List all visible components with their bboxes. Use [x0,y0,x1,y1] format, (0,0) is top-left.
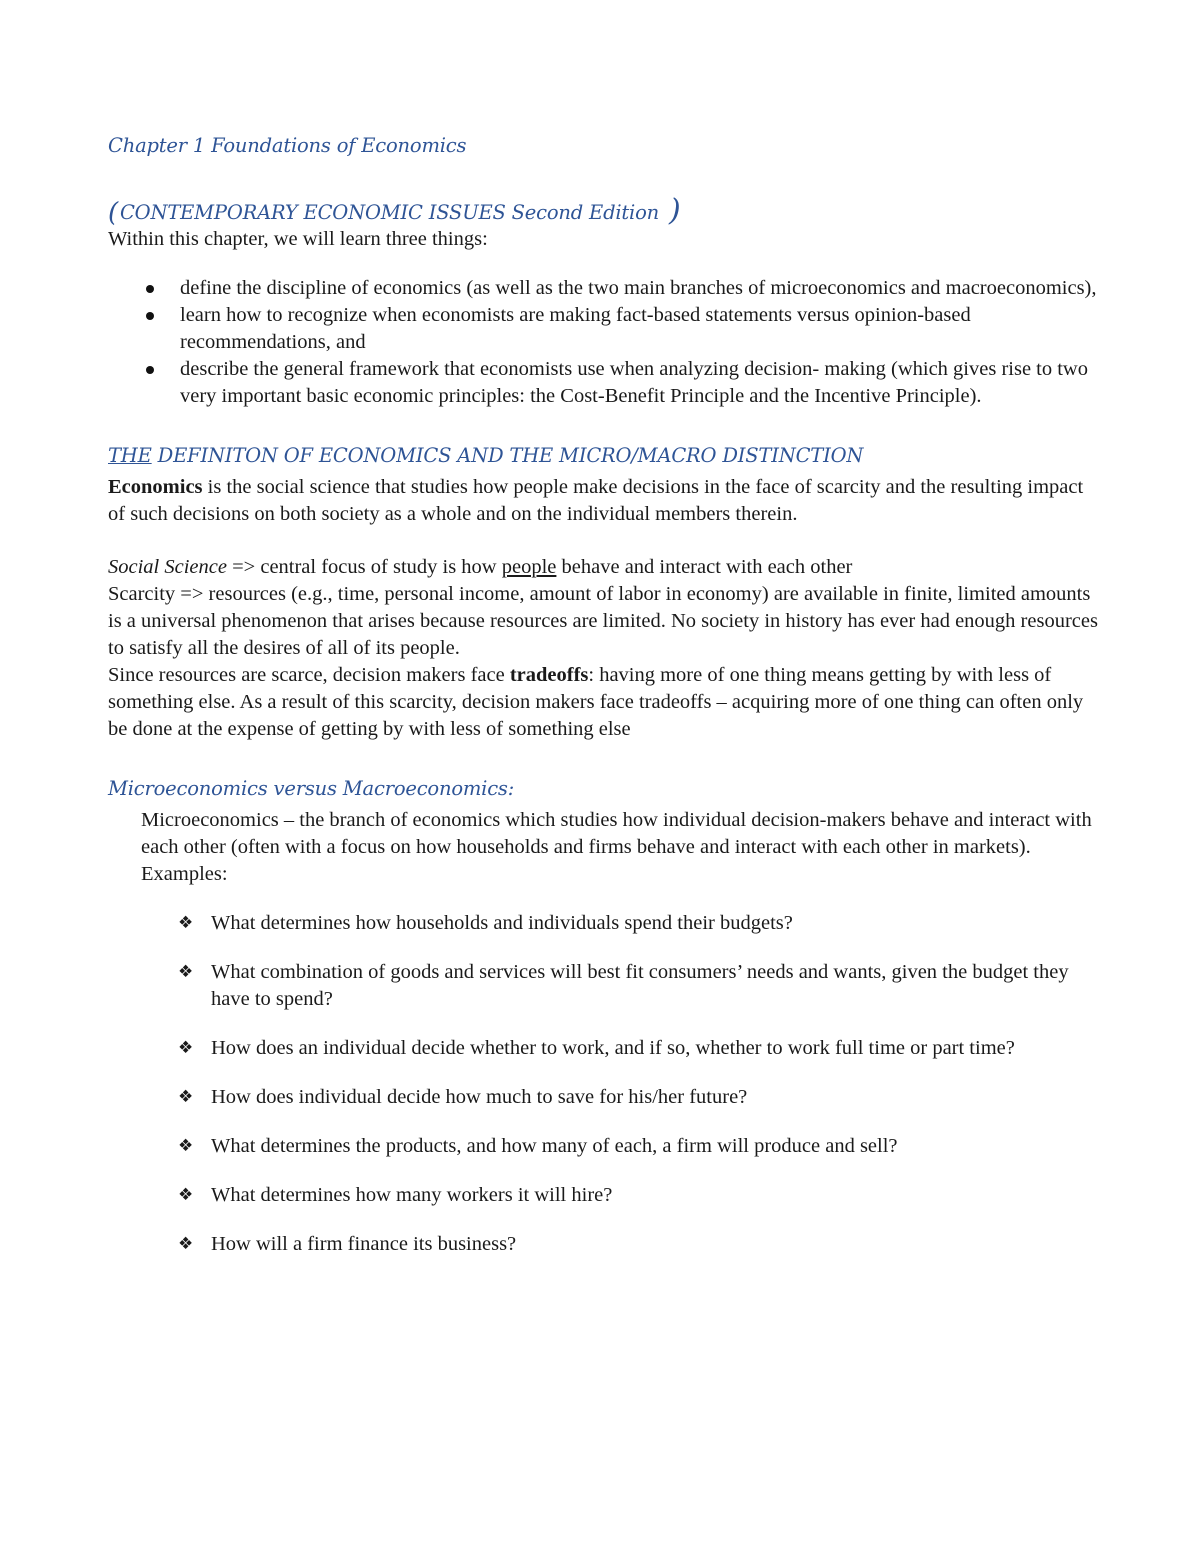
learning-goals-list [108,275,1098,410]
section-title-underlined: THE [108,444,152,467]
section-title-rest: DEFINITON OF ECONOMICS AND THE MICRO/MACRO DISTINCTION [151,444,864,467]
list-item [141,1084,1098,1111]
edition-line [108,192,1098,226]
list-item-text: learn how to recognize when economists are making fact-based statements versus opinion-based recommendations, and [180,304,971,353]
edition-text: CONTEMPORARY ECONOMIC ISSUES Second Edition [119,201,659,224]
chapter-title: Chapter 1 Foundations of Economics [108,134,467,157]
bullet-dot-icon [146,312,154,320]
list-item [108,302,1098,356]
scarcity-block [108,554,1098,743]
diamond-bullet-icon: ❖ [178,1136,194,1156]
bullet-dot-icon [146,285,154,293]
list-item [141,1231,1098,1258]
list-item [141,1035,1098,1062]
social-science-post: behave and interact with each other [556,556,853,578]
tradeoffs-pre: Since resources are scarce, decision makers face [108,664,510,686]
social-science-underlined: people [501,556,557,578]
list-item [108,275,1098,302]
scarcity-text: Scarcity => resources (e.g., time, personal income, amount of labor in economy) are available in finite, limited amounts is a universal phenomenon that arises because resources are limited. No society in history has ever had enough resources to satisfy all the desires of all of its people. [108,583,1098,659]
bullet-dot-icon [146,366,154,374]
diamond-bullet-icon: ❖ [178,962,194,982]
microeconomics-definition: Microeconomics – the branch of economics which studies how individual decision-makers behave and interact with each other (often with a focus on how households and firms behave and interact with each other in markets). [141,809,1092,858]
economics-definition [108,474,1098,528]
diamond-bullet-icon: ❖ [178,1087,194,1107]
list-item-text: What determines how many workers it will hire? [211,1184,613,1206]
social-science-pre: => central focus of study is how [226,556,502,578]
list-item [141,1182,1098,1209]
list-item [108,356,1098,410]
document-page [108,128,1098,1280]
list-item-text: How does individual decide how much to save for his/her future? [211,1086,748,1108]
tradeoffs-text [108,662,1098,743]
social-science-term: Social Science [108,556,227,578]
section-title-micro-macro: Microeconomics versus Macroeconomics: [108,777,515,800]
diamond-bullet-icon: ❖ [178,913,194,933]
examples-list [108,910,1098,1258]
list-item [141,959,1098,1013]
definition-term: Economics [108,476,203,498]
list-item-text: How will a firm finance its business? [211,1233,517,1255]
tradeoffs-post: : having more of one thing means getting by with less of something else. As a result of this scarcity, decision makers face tradeoffs – acquiring more of one thing can often only be done at the expense of getting by with less of something else [108,664,1084,740]
edition-open-paren: ( [108,198,118,228]
list-item [141,1133,1098,1160]
list-item-text: What combination of goods and services will best fit consumers’ needs and wants, given the budget they have to spend? [211,961,1069,1010]
diamond-bullet-icon: ❖ [178,1038,194,1058]
diamond-bullet-icon: ❖ [178,1185,194,1205]
examples-label: Examples: [141,863,228,885]
tradeoffs-term: tradeoffs [509,664,589,686]
diamond-bullet-icon: ❖ [178,1234,194,1254]
list-item [141,910,1098,937]
definition-text: is the social science that studies how people make decisions in the face of scarcity and the resulting impact of such decisions on both society as a whole and on the individual members therein. [108,476,1084,525]
intro-text: Within this chapter, we will learn three things: [108,228,488,250]
section-title-definition [108,444,1098,474]
list-item-text: describe the general framework that economists use when analyzing decision- making (which gives rise to two very important basic economic principles: the Cost-Benefit Principle and the Incentive Principle). [180,358,1088,407]
list-item-text: What determines the products, and how many of each, a firm will produce and sell? [211,1135,898,1157]
edition-close-paren: ) [668,193,681,228]
list-item-text: define the discipline of economics (as well as the two main branches of microeconomics and macroeconomics), [180,277,1097,299]
list-item-text: What determines how households and individuals spend their budgets? [211,912,793,934]
social-science-line [108,554,1098,581]
list-item-text: How does an individual decide whether to work, and if so, whether to work full time or part time? [211,1037,1015,1059]
